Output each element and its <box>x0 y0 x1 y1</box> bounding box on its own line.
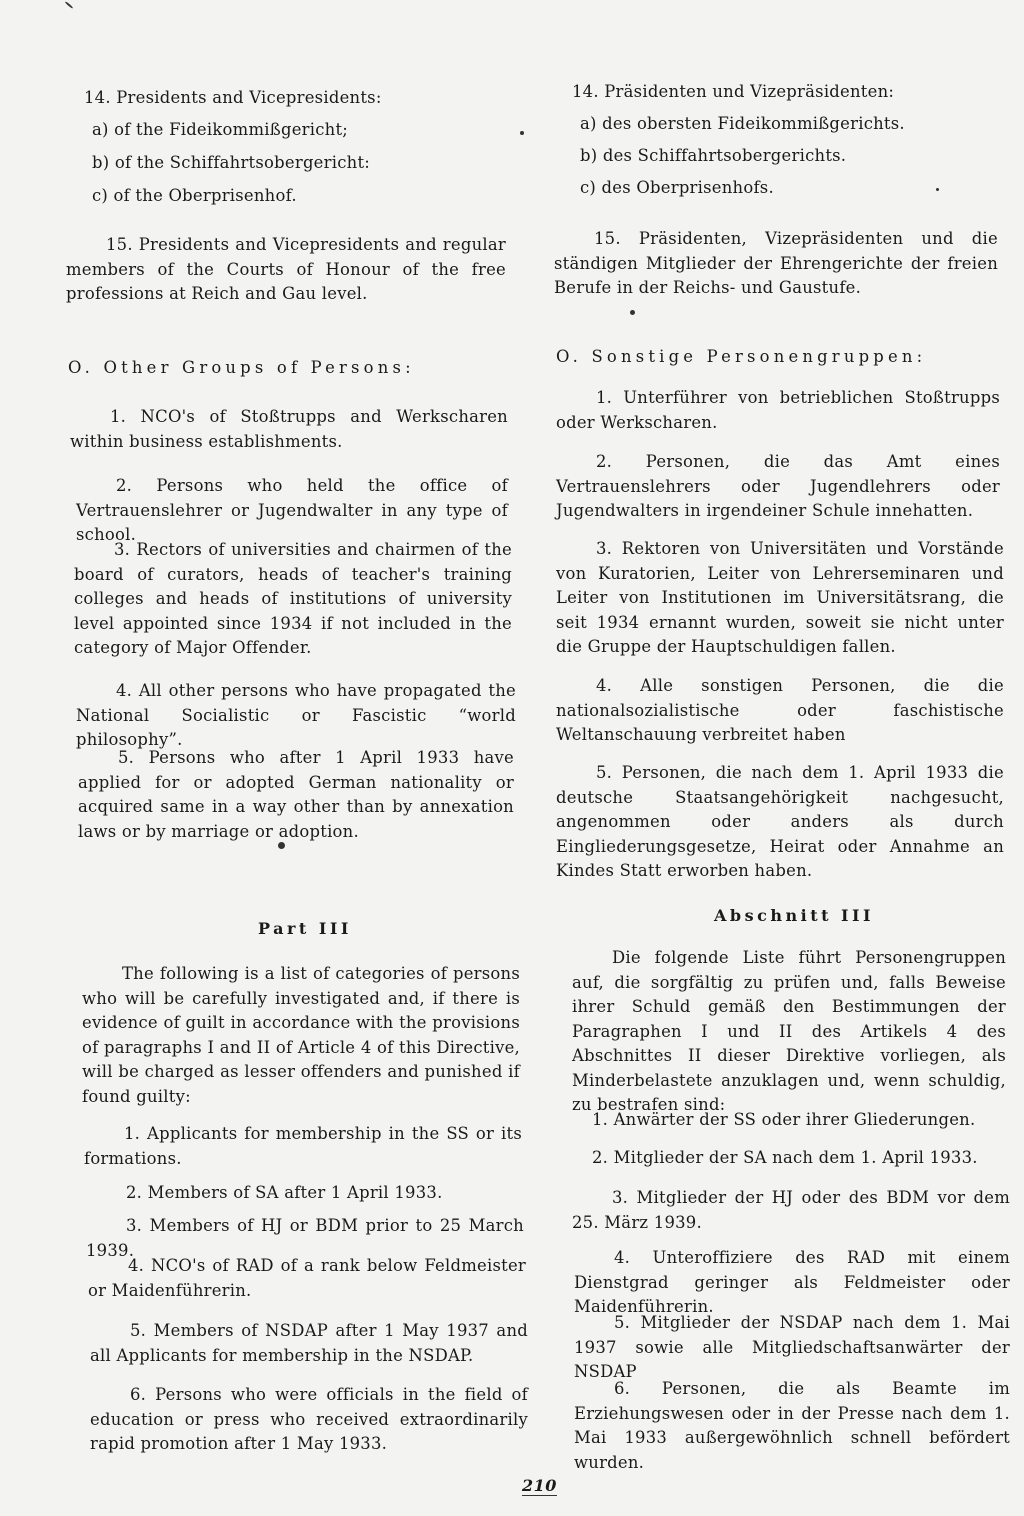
section-14-item-c-de: c) des Oberprisenhofs. <box>580 178 774 197</box>
section-o-item-2: 2. Persons who held the office of Vertrauenslehrer or Jugendwalter in any type of school. <box>76 476 508 544</box>
section-o-item-4: 4. All other persons who have propagated the National Socialistic or Fascistic “world philosophy”. <box>76 681 516 749</box>
section-o-item-4-de: 4. Alle sonstigen Personen, die die nationalsozialistische oder faschistische Weltanschauung verbreitet haben <box>556 676 1004 744</box>
section-14-item-a: a) of the Fideikommißgericht; <box>92 120 349 139</box>
section-o-item-3-de: 3. Rektoren von Universitäten und Vorstände von Kuratorien, Leiter von Lehrerseminaren und Leiter von Institutionen im Universitätsrang, die seit 1934 ernannt wurden, soweit sie nicht unter die Gruppe der Hauptschuldigen fallen. <box>556 539 1004 656</box>
part-iii-heading: Part III <box>258 919 352 938</box>
scan-artifact <box>630 310 635 315</box>
abschnitt-iii-item-2: 2. Mitglieder der SA nach dem 1. April 1933. <box>592 1148 978 1167</box>
section-15-paragraph: 15. Presidents and Vicepresidents and regular members of the Courts of Honour of the free professions at Reich and Gau level. <box>66 235 506 303</box>
part-iii-item-1: 1. Applicants for membership in the SS or its formations. <box>84 1124 522 1168</box>
section-o-item-1-de: 1. Unterführer von betrieblichen Stoßtrupps oder Werkscharen. <box>556 388 1000 432</box>
part-iii-item-6: 6. Persons who were officials in the field of education or press who received extraordinarily rapid promotion after 1 May 1933. <box>90 1385 528 1453</box>
section-o-item-2-de: 2. Personen, die das Amt eines Vertrauenslehrers oder Jugendlehrers oder Jugendwalters in irgendeiner Schule innehatten. <box>556 452 1000 520</box>
section-o-item-5-de: 5. Personen, die nach dem 1. April 1933 die deutsche Staatsangehörigkeit nachgesucht, angenommen oder anders als durch Eingliederungsgesetze, Heirat oder Annahme an Kindes Statt erworben haben. <box>556 763 1004 880</box>
part-iii-item-3: 3. Members of HJ or BDM prior to 25 March 1939. <box>86 1216 524 1260</box>
abschnitt-iii-heading: Abschnitt III <box>714 906 874 925</box>
abschnitt-iii-item-6: 6. Personen, die als Beamte im Erziehungswesen oder in der Presse nach dem 1. Mai 1933 außergewöhnlich schnell befördert wurden. <box>574 1379 1010 1472</box>
section-o-heading: O. Other Groups of Persons: <box>68 358 415 377</box>
abschnitt-iii-intro: Die folgende Liste führt Personengruppen auf, die sorgfältig zu prüfen und, falls Beweise ihrer Schuld gemäß den Bestimmungen der Paragraphen I und II des Artikels 4 des Abschnittes II dieser Direktive vorliegen, als Minderbelastete anzuklagen und, wenn schuldig, zu bestrafen sind: <box>572 948 1006 1114</box>
abschnitt-iii-item-4: 4. Unteroffiziere des RAD mit einem Dienstgrad geringer als Feldmeister oder Maidenführerin. <box>574 1248 1010 1316</box>
abschnitt-iii-item-1: 1. Anwärter der SS oder ihrer Gliederungen. <box>592 1110 976 1129</box>
section-o-item-5: 5. Persons who after 1 April 1933 have applied for or adopted German nationality or acquired same in a way other than by annexation laws or by marriage or adoption. <box>78 748 514 841</box>
page-number: 210 <box>522 1476 557 1495</box>
part-iii-item-5: 5. Members of NSDAP after 1 May 1937 and all Applicants for membership in the NSDAP. <box>90 1321 528 1365</box>
abschnitt-iii-item-3: 3. Mitglieder der HJ oder des BDM vor dem 25. März 1939. <box>572 1188 1010 1232</box>
section-14-heading-de: 14. Präsidenten und Vizepräsidenten: <box>572 82 895 101</box>
section-o-heading-de: O. Sonstige Personengruppen: <box>556 347 927 366</box>
section-14-item-b: b) of the Schiffahrtsobergericht: <box>92 153 371 172</box>
section-o-item-3: 3. Rectors of universities and chairmen of the board of curators, heads of teacher's training colleges and heads of institutions of university level appointed since 1934 if not included in the category of Major Offender. <box>74 540 512 657</box>
section-14-item-a-de: a) des obersten Fideikommißgerichts. <box>580 114 905 133</box>
scan-artifact <box>520 131 524 135</box>
scan-artifact <box>65 1 74 9</box>
section-14-item-c: c) of the Oberprisenhof. <box>92 186 297 205</box>
section-14-heading: 14. Presidents and Vicepresidents: <box>84 88 382 107</box>
section-o-item-1: 1. NCO's of Stoßtrupps and Werkscharen within business establishments. <box>70 407 508 451</box>
abschnitt-iii-item-5: 5. Mitglieder der NSDAP nach dem 1. Mai 1937 sowie alle Mitgliedschaftsanwärter der NSDAP <box>574 1313 1010 1381</box>
section-14-item-b-de: b) des Schiffahrtsobergerichts. <box>580 146 847 165</box>
part-iii-item-2: 2. Members of SA after 1 April 1933. <box>126 1183 443 1202</box>
part-iii-intro: The following is a list of categories of persons who will be carefully investigated and, if there is evidence of guilt in accordance with the provisions of paragraphs I and II of Article 4 of this Directive, will be charged as lesser offenders and punished if found guilty: <box>82 964 520 1106</box>
part-iii-item-4: 4. NCO's of RAD of a rank below Feldmeister or Maidenführerin. <box>88 1256 526 1300</box>
section-15-paragraph-de: 15. Präsidenten, Vizepräsidenten und die ständigen Mitglieder der Ehrengerichte der freien Berufe in der Reichs- und Gaustufe. <box>554 229 998 297</box>
